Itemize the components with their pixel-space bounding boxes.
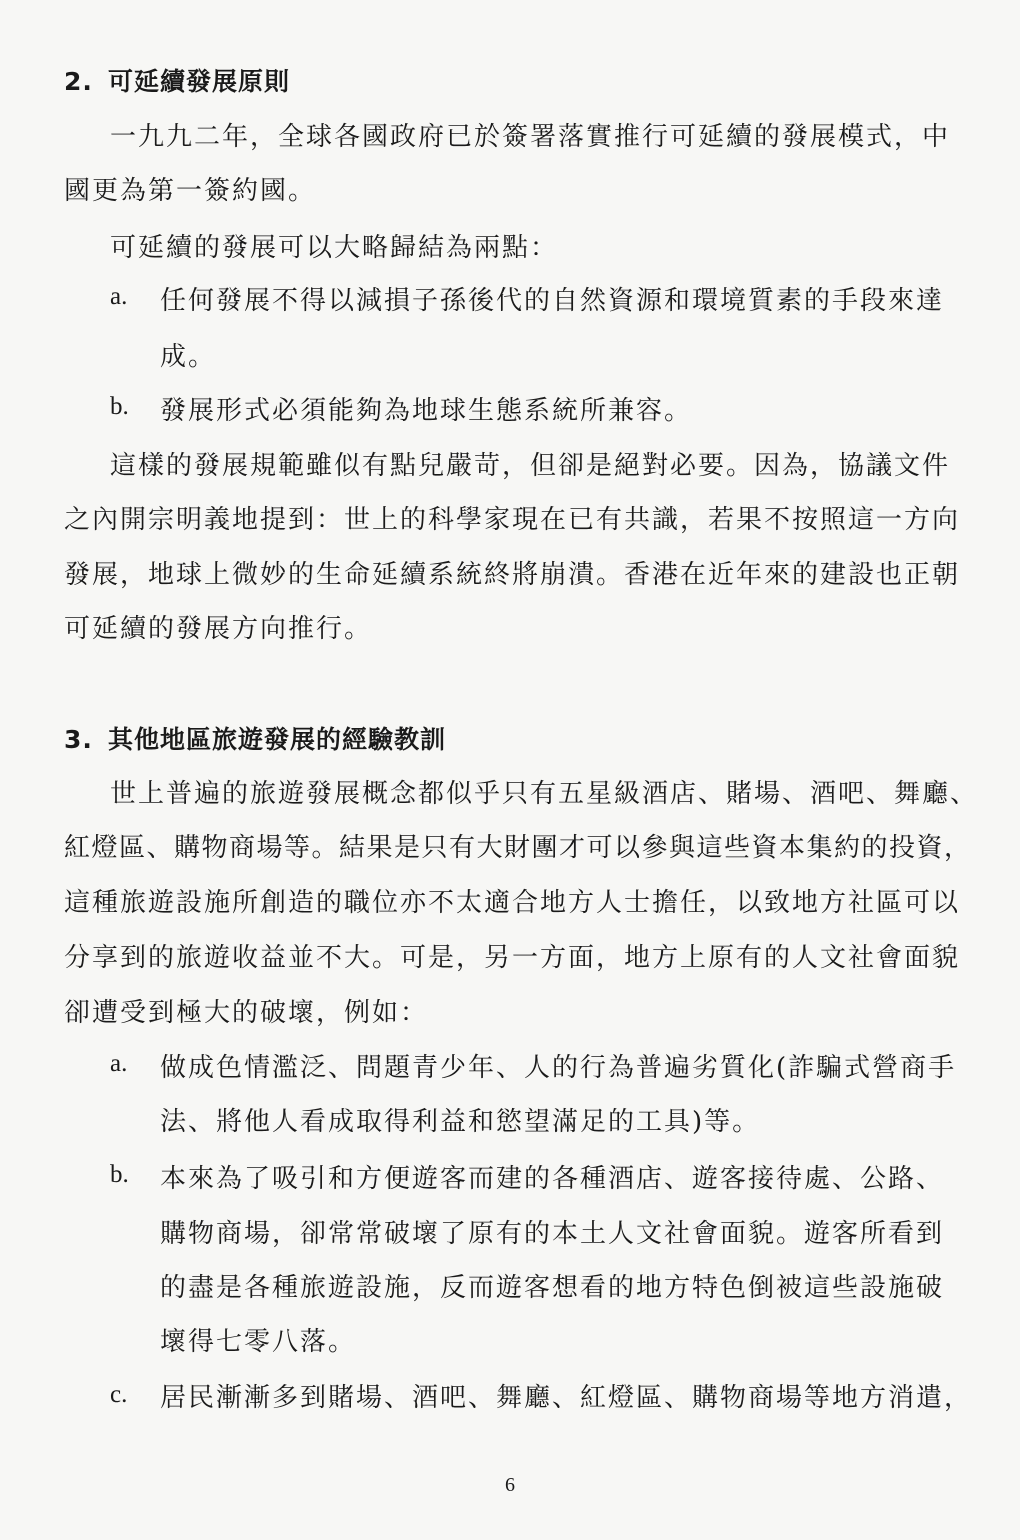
section-2-paragraph-3-line-3: 發展，地球上微妙的生命延續系統終將崩潰。香港在近年來的建設也正朝 xyxy=(64,560,961,590)
section-3-item-a-label: a. xyxy=(110,1050,128,1077)
section-3-title: 其他地區旅遊發展的經驗教訓 xyxy=(108,725,447,754)
section-3-item-a-line-1: 做成色情濫泛、問題青少年、人的行為普遍劣質化(詐騙式營商手 xyxy=(160,1053,957,1083)
section-3-paragraph-1-line-4: 分享到的旅遊收益並不大。可是，另一方面，地方上原有的人文社會面貌 xyxy=(64,943,961,973)
section-3-item-c-line-1: 居民漸漸多到賭場、酒吧、舞廳、紅燈區、購物商場等地方消遣， xyxy=(160,1383,973,1413)
section-3-paragraph-1-line-5: 卻遭受到極大的破壞，例如： xyxy=(64,998,429,1028)
section-3-item-b-line-3: 的盡是各種旅遊設施，反而遊客想看的地方特色倒被這些設施破 xyxy=(160,1273,945,1303)
section-2-item-b-label: b. xyxy=(110,393,129,420)
section-3-item-b-label: b. xyxy=(110,1161,129,1188)
section-2-heading xyxy=(64,62,290,98)
page-number: 6 xyxy=(505,1474,515,1496)
section-3-item-b-line-2: 購物商場，卻常常破壞了原有的本土人文社會面貌。遊客所看到 xyxy=(160,1219,945,1249)
section-2-paragraph-1-line-2: 國更為第一簽約國。 xyxy=(64,176,317,206)
section-2-item-a-line-2: 成。 xyxy=(160,342,217,372)
section-3-item-b-line-1: 本來為了吸引和方便遊客而建的各種酒店、遊客接待處、公路、 xyxy=(160,1164,945,1194)
section-3-paragraph-1-line-2: 紅燈區、購物商場等。結果是只有大財團才可以參與這些資本集約的投資， xyxy=(64,833,972,863)
section-3-paragraph-1-line-3: 這種旅遊設施所創造的職位亦不太適合地方人士擔任，以致地方社區可以 xyxy=(64,888,961,918)
section-3-item-c-label: c. xyxy=(110,1381,128,1408)
section-3-paragraph-1-line-1: 世上普遍的旅遊發展概念都似乎只有五星級酒店、賭場、酒吧、舞廳、 xyxy=(110,779,979,809)
section-3-item-b-line-4: 壞得七零八落。 xyxy=(160,1327,357,1357)
section-3-heading xyxy=(64,720,446,756)
section-2-title: 可延續發展原則 xyxy=(108,67,291,96)
section-2-item-a-label: a. xyxy=(110,283,128,310)
section-2-item-b-line-1: 發展形式必須能夠為地球生態系統所兼容。 xyxy=(160,396,693,426)
section-2-paragraph-3-line-2: 之內開宗明義地提到：世上的科學家現在已有共識，若果不按照這一方向 xyxy=(64,505,961,535)
section-3-number: 3. xyxy=(64,725,93,754)
section-2-number: 2. xyxy=(64,67,93,96)
section-2-paragraph-1-line-1: 一九九二年，全球各國政府已於簽署落實推行可延續的發展模式，中 xyxy=(110,122,951,152)
section-3-item-a-line-2: 法、將他人看成取得利益和慾望滿足的工具)等。 xyxy=(160,1107,761,1137)
section-2-paragraph-2: 可延續的發展可以大略歸結為兩點： xyxy=(110,233,559,263)
section-2-paragraph-3-line-1: 這樣的發展規範雖似有點兒嚴苛，但卻是絕對必要。因為，協議文件 xyxy=(110,451,951,481)
section-2-paragraph-3-line-4: 可延續的發展方向推行。 xyxy=(64,614,373,644)
section-2-item-a-line-1: 任何發展不得以減損子孫後代的自然資源和環境質素的手段來達 xyxy=(160,286,945,316)
